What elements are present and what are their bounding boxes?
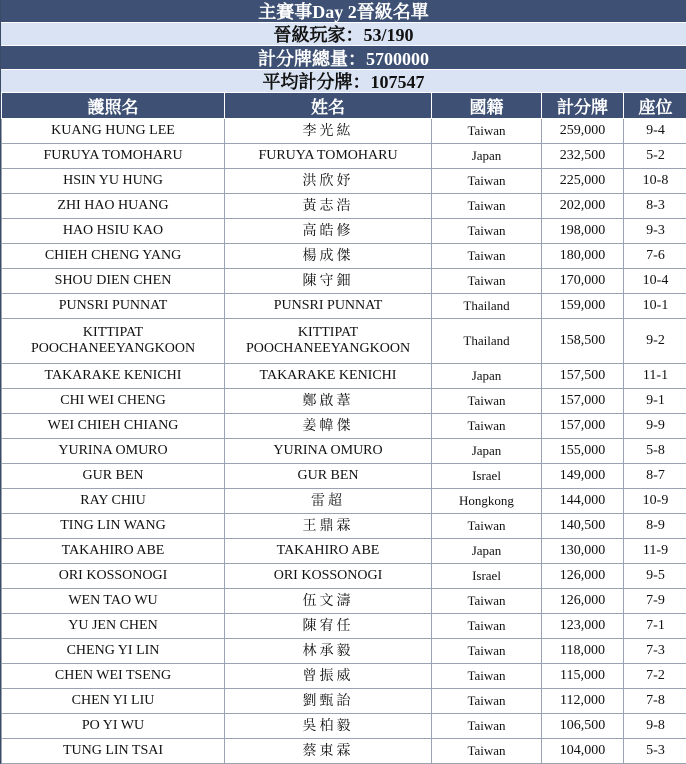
seat-cell: 11-1 <box>624 364 686 389</box>
chips-cell: 157,000 <box>542 389 624 414</box>
passport-cell: YURINA OMURO <box>2 439 225 464</box>
seat-cell: 8-3 <box>624 194 686 219</box>
passport-cell: TUNG LIN TSAI <box>2 739 225 764</box>
name-cell: 高皓修 <box>225 219 432 244</box>
chips-cell: 104,000 <box>542 739 624 764</box>
seat-cell: 5-2 <box>624 144 686 169</box>
seat-cell: 9-1 <box>624 389 686 414</box>
table-row <box>2 119 686 144</box>
country-cell: Japan <box>432 144 542 169</box>
name-cell: TAKAHIRO ABE <box>225 539 432 564</box>
chips-cell: 118,000 <box>542 639 624 664</box>
table-row <box>2 219 686 244</box>
country-cell: Hongkong <box>432 489 542 514</box>
passport-cell: CHIEH CHENG YANG <box>2 244 225 269</box>
name-cell: 蔡東霖 <box>225 739 432 764</box>
table-row <box>2 664 686 689</box>
country-cell: Taiwan <box>432 739 542 764</box>
seat-cell: 9-3 <box>624 219 686 244</box>
name-cell: ORI KOSSONOGI <box>225 564 432 589</box>
table-row <box>2 364 686 389</box>
name-cell: PUNSRI PUNNAT <box>225 294 432 319</box>
chips-cell: 126,000 <box>542 564 624 589</box>
passport-cell: KUANG HUNG LEE <box>2 119 225 144</box>
table-row <box>2 144 686 169</box>
table-row <box>2 464 686 489</box>
chips-cell: 140,500 <box>542 514 624 539</box>
chips-cell: 202,000 <box>542 194 624 219</box>
country-cell: Thailand <box>432 294 542 319</box>
country-cell: Taiwan <box>432 169 542 194</box>
country-cell: Israel <box>432 564 542 589</box>
chips-cell: 112,000 <box>542 689 624 714</box>
passport-cell: HAO HSIU KAO <box>2 219 225 244</box>
chips-cell: 259,000 <box>542 119 624 144</box>
name-cell: 鄭啟葦 <box>225 389 432 414</box>
table-row <box>2 489 686 514</box>
seat-cell: 10-4 <box>624 269 686 294</box>
name-cell: GUR BEN <box>225 464 432 489</box>
name-cell: YURINA OMURO <box>225 439 432 464</box>
name-cell: 洪欣妤 <box>225 169 432 194</box>
passport-cell: CHI WEI CHENG <box>2 389 225 414</box>
passport-cell: TAKAHIRO ABE <box>2 539 225 564</box>
chips-cell: 225,000 <box>542 169 624 194</box>
country-cell: Japan <box>432 439 542 464</box>
chips-cell: 115,000 <box>542 664 624 689</box>
table-row <box>2 564 686 589</box>
table-row <box>2 439 686 464</box>
passport-cell: ZHI HAO HUANG <box>2 194 225 219</box>
chips-cell: 157,500 <box>542 364 624 389</box>
chips-cell: 106,500 <box>542 714 624 739</box>
chips-cell: 126,000 <box>542 589 624 614</box>
table-row <box>2 614 686 639</box>
name-cell: 雷超 <box>225 489 432 514</box>
country-cell: Thailand <box>432 319 542 364</box>
country-cell: Taiwan <box>432 589 542 614</box>
seat-cell: 7-6 <box>624 244 686 269</box>
seat-cell: 7-2 <box>624 664 686 689</box>
seat-cell: 10-8 <box>624 169 686 194</box>
country-cell: Taiwan <box>432 414 542 439</box>
name-cell: 劉甄詒 <box>225 689 432 714</box>
seat-cell: 9-9 <box>624 414 686 439</box>
header-chips: 計分牌 <box>542 93 624 119</box>
header-name: 姓名 <box>225 93 432 119</box>
country-cell: Taiwan <box>432 269 542 294</box>
table-row <box>2 514 686 539</box>
table-body <box>2 119 686 764</box>
seat-cell: 8-9 <box>624 514 686 539</box>
average-chips: 平均計分牌：107547 <box>1 70 686 93</box>
seat-cell: 5-8 <box>624 439 686 464</box>
table-row <box>2 244 686 269</box>
passport-cell: PUNSRI PUNNAT <box>2 294 225 319</box>
seat-cell: 7-8 <box>624 689 686 714</box>
seat-cell: 10-1 <box>624 294 686 319</box>
total-chips: 計分牌總量：5700000 <box>1 46 686 70</box>
passport-cell: TAKARAKE KENICHI <box>2 364 225 389</box>
passport-cell: CHEN YI LIU <box>2 689 225 714</box>
header-passport-name: 護照名 <box>2 93 225 119</box>
table-row <box>2 319 686 364</box>
table-row <box>2 539 686 564</box>
header-country: 國籍 <box>432 93 542 119</box>
chips-cell: 198,000 <box>542 219 624 244</box>
country-cell: Taiwan <box>432 244 542 269</box>
table-row <box>2 639 686 664</box>
table-row <box>2 194 686 219</box>
name-cell: 曾振威 <box>225 664 432 689</box>
seat-cell: 7-1 <box>624 614 686 639</box>
passport-cell: HSIN YU HUNG <box>2 169 225 194</box>
name-cell: 伍文濤 <box>225 589 432 614</box>
name-cell: TAKARAKE KENICHI <box>225 364 432 389</box>
passport-cell: CHENG YI LIN <box>2 639 225 664</box>
seat-cell: 5-3 <box>624 739 686 764</box>
table-row <box>2 389 686 414</box>
name-cell: 陳守鈿 <box>225 269 432 294</box>
passport-cell: SHOU DIEN CHEN <box>2 269 225 294</box>
passport-cell: WEN TAO WU <box>2 589 225 614</box>
seat-cell: 9-5 <box>624 564 686 589</box>
country-cell: Taiwan <box>432 714 542 739</box>
name-cell: 楊成傑 <box>225 244 432 269</box>
country-cell: Taiwan <box>432 119 542 144</box>
chips-cell: 155,000 <box>542 439 624 464</box>
chips-cell: 232,500 <box>542 144 624 169</box>
country-cell: Taiwan <box>432 639 542 664</box>
passport-cell: CHEN WEI TSENG <box>2 664 225 689</box>
chips-cell: 144,000 <box>542 489 624 514</box>
country-cell: Japan <box>432 364 542 389</box>
name-cell: 林承毅 <box>225 639 432 664</box>
passport-cell: PO YI WU <box>2 714 225 739</box>
passport-cell: TING LIN WANG <box>2 514 225 539</box>
seat-cell: 9-2 <box>624 319 686 364</box>
seat-cell: 7-3 <box>624 639 686 664</box>
name-cell: 姜幃傑 <box>225 414 432 439</box>
header-seat: 座位 <box>624 93 686 119</box>
chips-cell: 123,000 <box>542 614 624 639</box>
name-cell: 王鼎霖 <box>225 514 432 539</box>
country-cell: Taiwan <box>432 664 542 689</box>
country-cell: Israel <box>432 464 542 489</box>
passport-cell: RAY CHIU <box>2 489 225 514</box>
seat-cell: 10-9 <box>624 489 686 514</box>
name-cell: 李光紘 <box>225 119 432 144</box>
seat-cell: 9-4 <box>624 119 686 144</box>
country-cell: Taiwan <box>432 194 542 219</box>
table-row <box>2 169 686 194</box>
passport-cell: YU JEN CHEN <box>2 614 225 639</box>
table-row <box>2 589 686 614</box>
qualifier-table <box>1 93 686 764</box>
passport-cell: GUR BEN <box>2 464 225 489</box>
seat-cell: 11-9 <box>624 539 686 564</box>
country-cell: Taiwan <box>432 389 542 414</box>
table-row <box>2 739 686 764</box>
chips-cell: 180,000 <box>542 244 624 269</box>
chips-cell: 158,500 <box>542 319 624 364</box>
seat-cell: 8-7 <box>624 464 686 489</box>
table-row <box>2 714 686 739</box>
header-row <box>2 93 686 119</box>
name-cell: 吳柏毅 <box>225 714 432 739</box>
chips-cell: 170,000 <box>542 269 624 294</box>
passport-cell: FURUYA TOMOHARU <box>2 144 225 169</box>
country-cell: Taiwan <box>432 514 542 539</box>
chips-cell: 149,000 <box>542 464 624 489</box>
chips-cell: 159,000 <box>542 294 624 319</box>
passport-cell: WEI CHIEH CHIANG <box>2 414 225 439</box>
name-cell: 黃志浩 <box>225 194 432 219</box>
seat-cell: 7-9 <box>624 589 686 614</box>
table-row <box>2 269 686 294</box>
name-cell: FURUYA TOMOHARU <box>225 144 432 169</box>
seat-cell: 9-8 <box>624 714 686 739</box>
country-cell: Taiwan <box>432 219 542 244</box>
name-cell: KITTIPAT POOCHANEEYANGKOON <box>225 319 432 364</box>
chips-cell: 157,000 <box>542 414 624 439</box>
table-row <box>2 294 686 319</box>
country-cell: Taiwan <box>432 614 542 639</box>
qualified-players: 晉級玩家：53/190 <box>1 23 686 46</box>
table-row <box>2 414 686 439</box>
name-cell: 陳宥任 <box>225 614 432 639</box>
passport-cell: ORI KOSSONOGI <box>2 564 225 589</box>
passport-cell: KITTIPAT POOCHANEEYANGKOON <box>2 319 225 364</box>
sheet-title: 主賽事Day 2晉級名單 <box>1 0 686 23</box>
table-row <box>2 689 686 714</box>
country-cell: Japan <box>432 539 542 564</box>
chips-cell: 130,000 <box>542 539 624 564</box>
country-cell: Taiwan <box>432 689 542 714</box>
